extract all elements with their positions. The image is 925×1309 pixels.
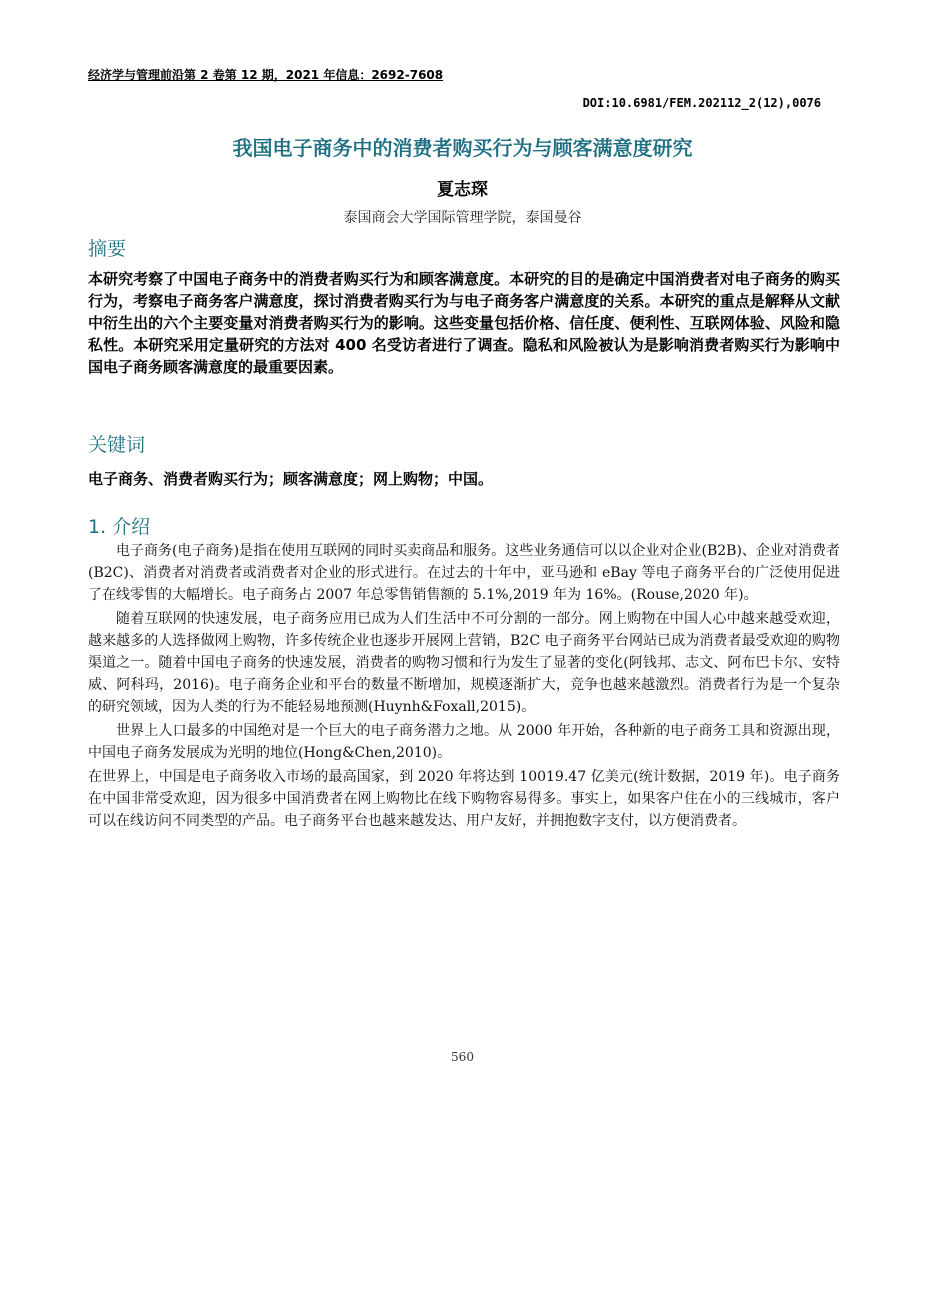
author-affiliation: 泰国商会大学国际管理学院，泰国曼谷 [343, 210, 582, 226]
keywords-text: 电子商务、消费者购买行为；顾客满意度；网上购物；中国。 [88, 470, 494, 488]
body-paragraph: 在世界上，中国是电子商务收入市场的最高国家，到 2020 年将达到 10019.47 亿美元(统计数据，2019 年)。电子商务在中国非常受欢迎，因为很多中国消费者在网上购物比在线下购物容易得多。事实上，如果客户住在小的三线城市，客户可以在线访问不同类型的产品。电子商务平台也越来越发达、用户友好，并拥抱数字支付，以方便消费者。 [88, 769, 840, 829]
section-1-body [88, 540, 840, 834]
body-paragraph: 随着互联网的快速发展，电子商务应用已成为人们生活中不可分割的一部分。网上购物在中国人心中越来越受欢迎，越来越多的人选择做网上购物，许多传统企业也逐步开展网上营销，B2C 电子商务平台网站已成为消费者最受欢迎的购物渠道之一。随着中国电子商务的快速发展，消费者的购物习惯和行为发生了显著的变化(阿钱邦、志文、阿布巴卡尔、安特威、阿科玛，2016)。电子商务企业和平台的数量不断增加，规模逐渐扩大，竞争也越来越激烈。消费者行为是一个复杂的研究领域，因为人类的行为不能轻易地预测(Huynh&Foxall,2015)。 [88, 611, 840, 715]
body-paragraph: 世界上人口最多的中国绝对是一个巨大的电子商务潜力之地。从 2000 年开始，各种新的电子商务工具和资源出现，中国电子商务发展成为光明的地位(Hong&Chen,2010)。 [88, 723, 840, 761]
abstract-heading: 摘要 [88, 238, 127, 260]
author-name: 夏志琛 [437, 180, 488, 200]
journal-info: 经济学与管理前沿第 2 卷第 12 期，2021 年信息：2692-7608 [88, 68, 444, 82]
doi-line: DOI:10.6981/FEM.202112_2(12),0076 [582, 96, 821, 110]
abstract-text: 本研究考察了中国电子商务中的消费者购买行为和顾客满意度。本研究的目的是确定中国消费者对电子商务的购买行为，考察电子商务客户满意度，探讨消费者购买行为与电子商务客户满意度的关系。本研究的重点是解释从文献中衍生出的六个主要变量对消费者购买行为的影响。这些变量包括价格、信任度、便利性、互联网体验、风险和隐私性。本研究采用定量研究的方法对 400 名受访者进行了调查。隐私和风险被认为是影响消费者购买行为影响中国电子商务顾客满意度的最重要因素。 [88, 270, 840, 376]
paper-title: 我国电子商务中的消费者购买行为与顾客满意度研究 [232, 136, 693, 160]
section-1-heading: 1. 介绍 [88, 516, 151, 538]
keywords-heading: 关键词 [88, 434, 146, 456]
body-paragraph: 电子商务(电子商务)是指在使用互联网的同时买卖商品和服务。这些业务通信可以以企业对企业(B2B)、企业对消费者(B2C)、消费者对消费者或消费者对企业的形式进行。在过去的十年中，亚马逊和 eBay 等电子商务平台的广泛使用促进了在线零售的大幅增长。电子商务占 2007 年总零售销售额的 5.1%,2019 年为 16%。(Rouse,2020 年)。 [88, 543, 840, 603]
page-number: 560 [451, 1050, 474, 1064]
